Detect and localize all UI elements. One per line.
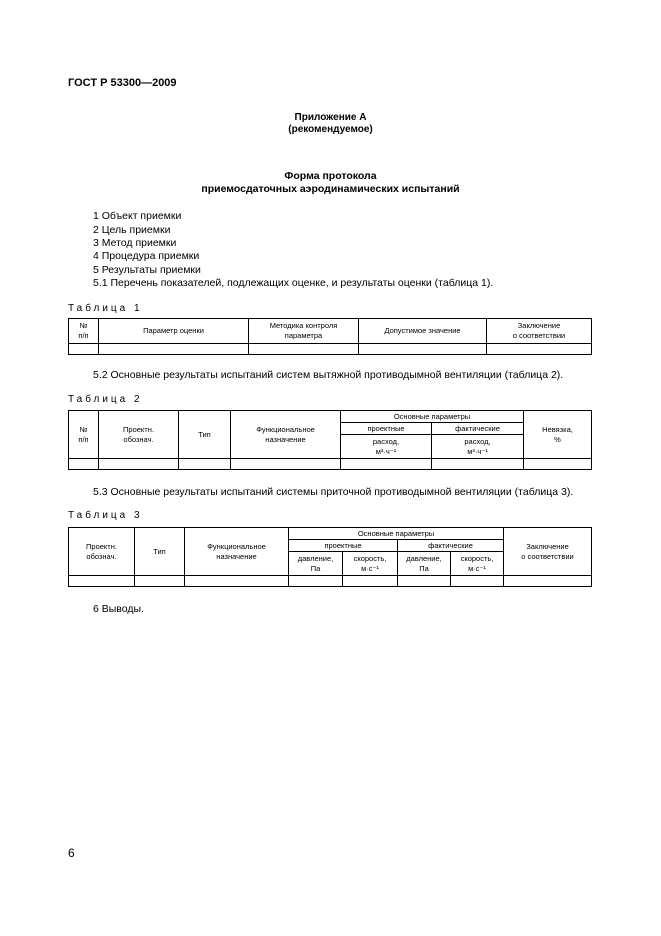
list-item: 3 Метод приемки [93,237,177,249]
form-title: Форма протокола [284,170,377,182]
col-function-header: Функциональное назначение [185,528,289,576]
list-item: 1 Объект приемки [93,210,182,222]
table2 [68,410,592,470]
table2-label: Таблица 2 [68,394,143,405]
document-header: ГОСТ Р 53300—2009 [68,77,177,89]
table-row [69,344,592,355]
col-velocity-actual-header: скорость, м·с⁻¹ [451,552,504,576]
col-main-params-header: Основные параметры [341,411,524,423]
col-discrepancy-header: Невязка, % [524,411,592,459]
table-row [69,576,592,587]
col-allowed-header: Допустимое значение [359,319,487,344]
col-parameter-header: Параметр оценки [99,319,249,344]
col-conclusion-header: Заключение о соответствии [504,528,592,576]
col-flow-design-header: расход, м³·ч⁻¹ [341,435,432,459]
list-item: 2 Цель приемки [93,224,171,236]
appendix-subtitle: (рекомендуемое) [288,124,373,135]
paragraph-5-2: 5.2 Основные результаты испытаний систем вытяжной противодымной вентиляции (таблица 2). [93,369,564,381]
col-pressure-design-header: давление, Па [289,552,343,576]
col-design-header: проектные [289,540,398,552]
conclusions: 6 Выводы. [93,603,144,615]
paragraph-5-3: 5.3 Основные результаты испытаний системы приточной противодымной вентиляции (таблица 3). [93,486,574,498]
list-item: 5.1 Перечень показателей, подлежащих оценке, и результаты оценки (таблица 1). [93,277,494,289]
col-flow-actual-header: расход, м³·ч⁻¹ [432,435,524,459]
table3-label: Таблица 3 [68,510,143,521]
col-pressure-actual-header: давление, Па [398,552,451,576]
col-no-header: № п/п [69,319,99,344]
page-number: 6 [68,846,75,860]
col-conclusion-header: Заключение о соответствии [487,319,592,344]
table3 [68,527,592,587]
col-type-header: Тип [135,528,185,576]
col-main-params-header: Основные параметры [289,528,504,540]
col-code-header: Проектн. обознач. [69,528,135,576]
col-type-header: Тип [179,411,231,459]
col-design-header: проектные [341,423,432,435]
list-item: 4 Процедура приемки [93,250,200,262]
table-row [69,459,592,470]
list-item: 5 Результаты приемки [93,264,201,276]
col-code-header: Проектн. обознач. [99,411,179,459]
appendix-title: Приложение А [294,112,367,123]
form-subtitle: приемосдаточных аэродинамических испытаний [201,183,460,195]
col-no-header: № п/п [69,411,99,459]
col-actual-header: фактические [398,540,504,552]
table1-label: Таблица 1 [68,303,143,314]
col-function-header: Функциональное назначение [231,411,341,459]
col-velocity-design-header: скорость, м·с⁻¹ [343,552,398,576]
table1 [68,318,592,355]
col-actual-header: фактические [432,423,524,435]
col-method-header: Методика контроля параметра [249,319,359,344]
